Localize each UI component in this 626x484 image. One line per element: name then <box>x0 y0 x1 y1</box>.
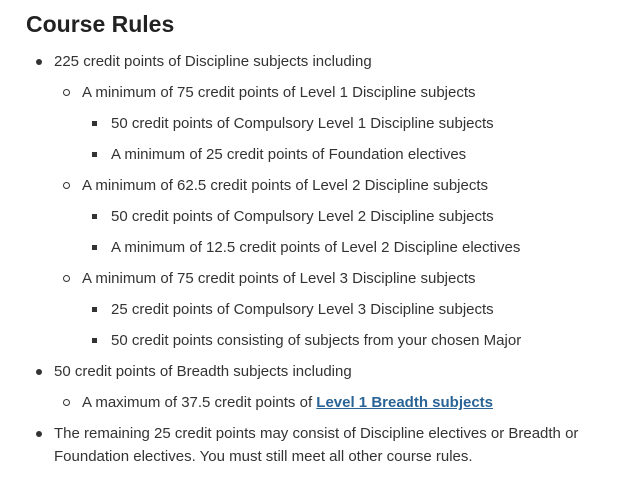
list-item: A minimum of 25 credit points of Foundation electives <box>82 143 600 166</box>
level2-sublist <box>82 205 600 259</box>
level1-sublist <box>82 112 600 166</box>
list-item: 25 credit points of Compulsory Level 3 Discipline subjects <box>82 298 600 321</box>
rule-breadth-max-text: A maximum of 37.5 credit points of <box>82 394 317 411</box>
breadth-sublist <box>54 391 600 414</box>
rule-level1-text: A minimum of 75 credit points of Level 1 Discipline subjects <box>82 84 476 101</box>
level3-sublist <box>82 298 600 352</box>
list-item <box>26 360 600 414</box>
list-item <box>26 422 594 468</box>
list-item <box>54 81 600 166</box>
list-item: 50 credit points of Compulsory Level 2 Discipline subjects <box>82 205 600 228</box>
discipline-sublist <box>54 81 600 352</box>
rule-level3-text: A minimum of 75 credit points of Level 3 Discipline subjects <box>82 270 476 287</box>
list-item: 50 credit points of Compulsory Level 1 Discipline subjects <box>82 112 600 135</box>
level1-breadth-subjects-link[interactable]: Level 1 Breadth subjects <box>316 394 494 411</box>
list-item <box>54 174 600 259</box>
rule-breadth-text: 50 credit points of Breadth subjects including <box>54 363 352 380</box>
list-item <box>54 267 600 352</box>
list-item: 50 credit points consisting of subjects from your chosen Major <box>82 329 600 352</box>
page-title: Course Rules <box>26 11 175 37</box>
rule-remaining-text: The remaining 25 credit points may consist of Discipline electives or Breadth or Foundation electives. You must still meet all other course rules. <box>54 425 579 465</box>
list-item <box>26 50 600 352</box>
rule-discipline-text: 225 credit points of Discipline subjects including <box>54 53 372 70</box>
rules-list <box>26 50 600 468</box>
rule-level2-text: A minimum of 62.5 credit points of Level 2 Discipline subjects <box>82 177 489 194</box>
list-item <box>54 391 600 414</box>
list-item: A minimum of 12.5 credit points of Level 2 Discipline electives <box>82 236 600 259</box>
